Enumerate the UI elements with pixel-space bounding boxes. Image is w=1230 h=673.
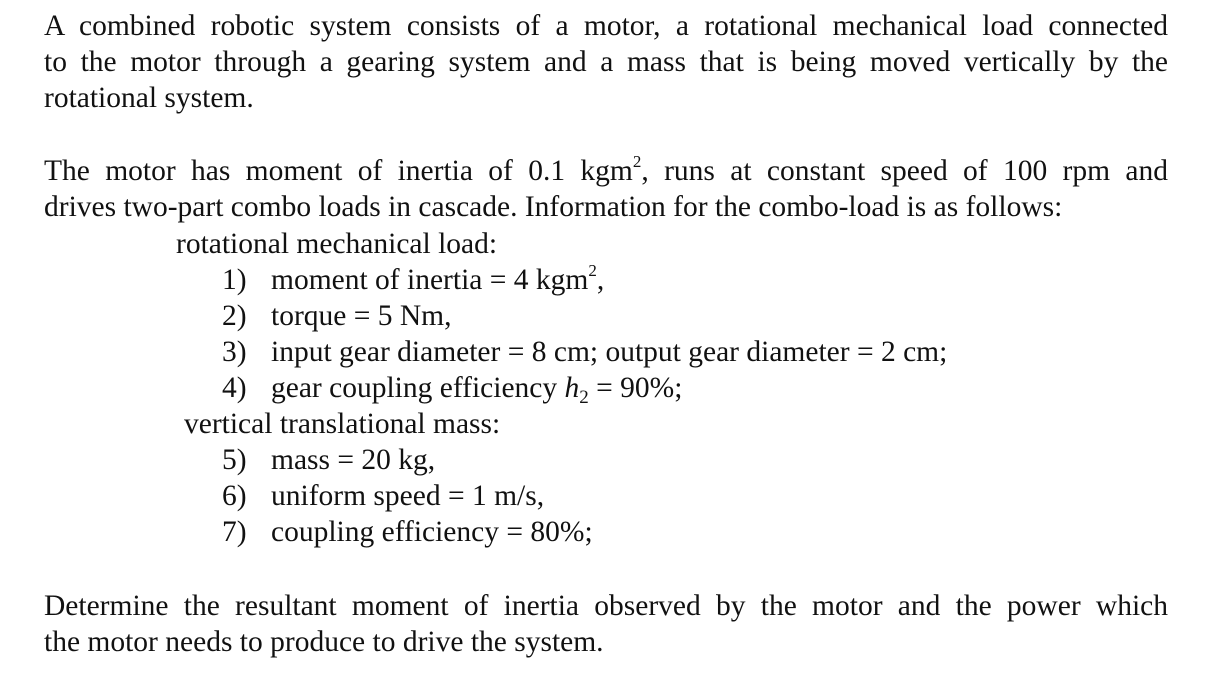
list-item <box>222 370 682 406</box>
item-number: 1) <box>222 264 247 296</box>
item-number: 2) <box>222 300 247 332</box>
question-line-2: the motor needs to produce to drive the system. <box>44 626 604 658</box>
motor-line-1-text: The motor has moment of inertia of 0.1 kgm <box>44 155 633 187</box>
item-number: 7) <box>222 516 247 548</box>
item-text: mass = 20 kg, <box>271 444 436 476</box>
motor-paragraph <box>44 153 1168 225</box>
list-item <box>222 478 544 514</box>
superscript: 2 <box>588 261 597 280</box>
item-number: 3) <box>222 336 247 368</box>
list-item <box>222 442 435 478</box>
efficiency-symbol: h <box>564 372 580 404</box>
item-text: uniform speed = 1 m/s, <box>271 480 545 512</box>
item-number: 6) <box>222 480 247 512</box>
item-text: coupling efficiency = 80%; <box>271 516 593 548</box>
list-item <box>222 334 947 370</box>
item-text: gear coupling efficiency <box>271 372 565 404</box>
intro-line-2: to the motor through a gearing system and a mass that is being moved vertically by the <box>44 46 1168 78</box>
intro-paragraph <box>44 8 1168 116</box>
item-text-after: = 90%; <box>588 372 683 404</box>
list-item <box>222 514 593 550</box>
question-line-1: Determine the resultant moment of inertia observed by the motor and the power which <box>44 590 1168 622</box>
item-text-after: , <box>596 264 605 296</box>
item-text: input gear diameter = 8 cm; output gear diameter = 2 cm; <box>271 336 948 368</box>
superscript: 2 <box>632 152 642 171</box>
intro-line-3: rotational system. <box>44 82 254 114</box>
subscript: 2 <box>579 387 589 408</box>
item-number: 5) <box>222 444 247 476</box>
motor-line-1 <box>44 153 1168 189</box>
list-item <box>222 298 452 334</box>
vertical-mass-heading: vertical translational mass: <box>184 408 501 440</box>
motor-line-1-rest: , runs at constant speed of 100 rpm and <box>641 155 1168 187</box>
item-number: 4) <box>222 372 247 404</box>
item-text: torque = 5 Nm, <box>271 300 452 332</box>
intro-line-1: A combined robotic system consists of a motor, a rotational mechanical load connected <box>44 10 1168 42</box>
motor-line-2: drives two-part combo loads in cascade. Information for the combo-load is as follows: <box>44 191 1063 223</box>
list-item <box>222 262 604 298</box>
item-text: moment of inertia = 4 kgm <box>271 264 589 296</box>
question-paragraph <box>44 588 1168 660</box>
rotational-load-heading: rotational mechanical load: <box>176 228 498 260</box>
